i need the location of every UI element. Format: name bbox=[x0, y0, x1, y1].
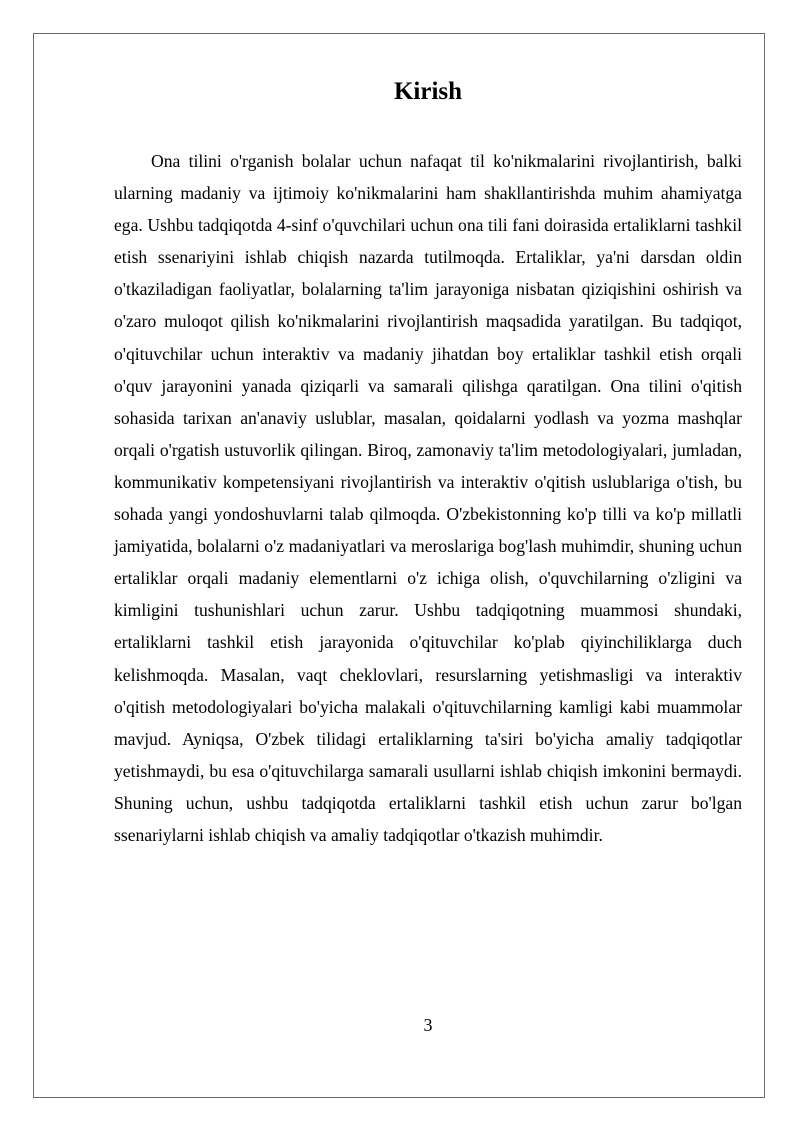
page-title: Kirish bbox=[393, 78, 463, 105]
page-number: 3 bbox=[423, 1015, 433, 1035]
body-paragraph: Ona tilini o'rganish bolalar uchun nafaqat til ko'nikmalarini rivojlantirish, balki ularning madaniy va ijtimoiy ko'nikmalarini ham shakllantirishda muhim ahamiyatga ega. Ushbu tadqiqotda 4-sinf o'quvchilari uchun ona tili fani doirasida ertaliklarni tashkil etish ssenariyini ishlab chiqish nazarda tutilmoqda. Ertaliklar, ya'ni darsdan oldin o'tkaziladigan faoliyatlar, bolalarning ta'lim jarayoniga nisbatan qiziqishini oshirish va o'zaro muloqot qilish ko'nikmalarini rivojlantirish maqsadida yaratilgan. Bu tadqiqot, o'qituvchilar uchun interaktiv va madaniy jihatdan boy ertaliklar tashkil etish orqali o'quv jarayonini yanada qiziqarli va samarali qilishga qaratilgan. Ona tilini o'qitish sohasida tarixan an'anaviy uslublar, masalan, qoidalarni yodlash va yozma mashqlar orqali o'rgatish ustuvorlik qilingan. Biroq, zamonaviy ta'lim metodologiyalari, jumladan, kommunikativ kompetensiyani rivojlantirish va interaktiv o'qitish uslublariga o'tish, bu sohada yangi yondoshuvlarni talab qilmoqda. O'zbekistonning ko'p tilli va ko'p millatli jamiyatida, bolalarni o'z madaniyatlari va meroslariga bog'lash muhimdir, shuning uchun ertaliklar orqali madaniy elementlarni o'z ichiga olish, o'quvchilarning o'zligini va kimligini tushunishlari uchun zarur. Ushbu tadqiqotning muammosi shundaki, ertaliklarni tashkil etish jarayonida o'qituvchilar ko'plab qiyinchiliklarga duch kelishmoqda. Masalan, vaqt cheklovlari, resurslarning yetishmasligi va interaktiv o'qitish metodologiyalari bo'yicha malakali o'qituvchilarning kamligi kabi muammolar mavjud. Ayniqsa, O'zbek tilidagi ertaliklarning ta'siri bo'yicha amaliy tadqiqotlar yetishmaydi, bu esa o'qituvchilarga samarali usullarni ishlab chiqish imkonini bermaydi. Shuning uchun, ushbu tadqiqotda ertaliklarni tashkil etish uchun zarur bo'lgan ssenariylarni ishlab chiqish va amaliy tadqiqotlar o'tkazish muhimdir. bbox=[114, 151, 742, 845]
